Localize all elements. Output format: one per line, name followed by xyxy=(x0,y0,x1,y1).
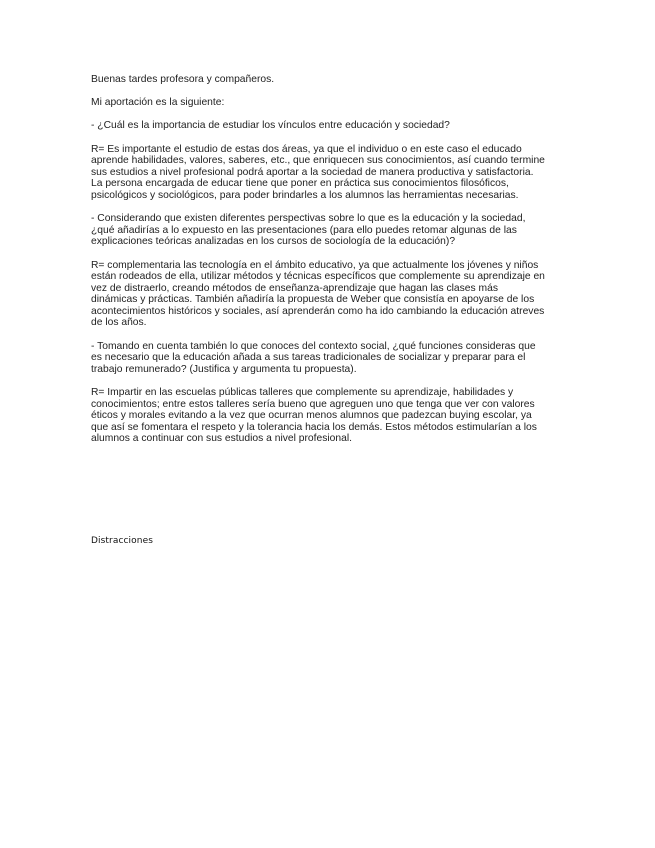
text-line: éticos y morales evitando a la vez que ocurran menos alumnos que padezcan buying escolar, ya xyxy=(91,410,532,422)
text-line: trabajo remunerado? (Justifica y argumenta tu propuesta). xyxy=(91,363,357,375)
text-line: - Tomando en cuenta también lo que conoces del contexto social, ¿qué funciones consideras que xyxy=(91,340,536,352)
text-line: acontecimientos históricos y sociales, así aprenderán como ha ido cambiando la educación atreves xyxy=(91,305,545,317)
text-line: es necesario que la educación añada a sus tareas tradicionales de socializar y preparar para el xyxy=(91,352,526,364)
paragraph xyxy=(91,341,571,376)
text-line: aprende habilidades, valores, saberes, etc., que enriquecen sus conocimientos, así cuando termine xyxy=(91,155,545,167)
text-line: que así se fomentara el respeto y la tolerancia hacia los demás. Estos métodos estimularían a los xyxy=(91,421,537,433)
text-line: R= Impartir en las escuelas públicas talleres que complemente su aprendizaje, habilidades y xyxy=(91,387,514,399)
paragraph xyxy=(91,97,571,109)
text-line: Buenas tardes profesora y compañeros. xyxy=(91,74,275,85)
text-line: alumnos a continuar con sus estudios a nivel profesional. xyxy=(91,433,353,445)
text-line: R= Es importante el estudio de estas dos áreas, ya que el individuo o en este caso el educado xyxy=(91,143,522,155)
text-line: - ¿Cuál es la importancia de estudiar los vínculos entre educación y sociedad? xyxy=(91,120,450,132)
distracciones-label: Distracciones xyxy=(91,536,153,546)
text-line: de los años. xyxy=(91,317,147,329)
paragraph xyxy=(91,74,571,86)
paragraph xyxy=(91,387,571,445)
paragraph xyxy=(91,260,571,330)
text-line: sus estudios a nivel profesional podrá aportar a la sociedad de manera productiva y satisfactoria. xyxy=(91,166,534,178)
text-line: están rodeados de ella, utilizar métodos y técnicas específicos que complemente su aprendizaje en xyxy=(91,271,545,283)
paragraph xyxy=(91,213,571,248)
text-line: La persona encargada de educar tiene que poner en práctica sus conocimientos filosóficos, xyxy=(91,178,509,190)
paragraph xyxy=(91,120,571,132)
text-line: explicaciones teóricas analizadas en los cursos de sociología de la educación)? xyxy=(91,236,456,248)
paragraph xyxy=(91,144,571,202)
document-body xyxy=(91,74,571,457)
text-line: Mi aportación es la siguiente: xyxy=(91,97,225,109)
text-line: - Considerando que existen diferentes perspectivas sobre lo que es la educación y la sociedad, xyxy=(91,213,526,225)
text-line: vez de distraerlo, creando métodos de enseñanza-aprendizaje que hagan las clases más xyxy=(91,282,498,294)
text-line: ¿qué añadirías a lo expuesto en las presentaciones (para ello puedes retomar algunas de las xyxy=(91,224,517,236)
text-line: conocimientos; entre estos talleres sería bueno que agreguen uno que tenga que ver con valores xyxy=(91,398,535,410)
text-line: R= complementaria las tecnología en el ámbito educativo, ya que actualmente los jóvenes y niños xyxy=(91,259,539,271)
text-line: dinámicas y prácticas. También añadiría la propuesta de Weber que consistía en apoyarse de los xyxy=(91,294,535,306)
text-line: psicológicos y sociológicos, para poder brindarles a los alumnos las herramientas necesarias. xyxy=(91,189,519,201)
